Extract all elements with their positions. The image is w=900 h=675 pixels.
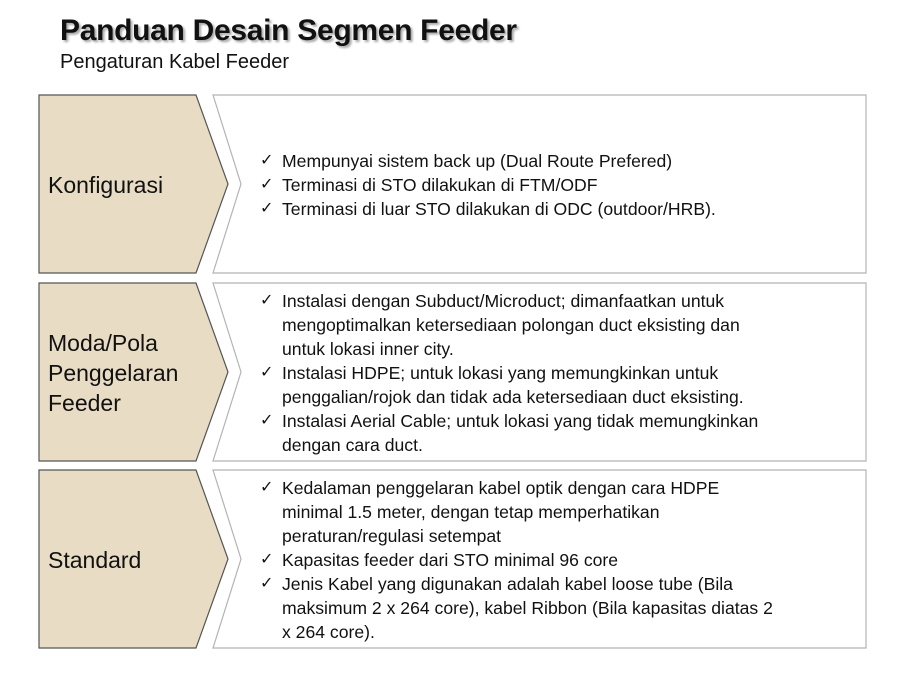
bullet-item — [260, 149, 716, 173]
bullet-line: x 264 core). — [282, 622, 375, 642]
bullet-line: maksimum 2 x 264 core), kabel Ribbon (Bila kapasitas diatas 2 — [282, 598, 773, 618]
bullet-item — [260, 197, 716, 221]
row-label-line: Standard — [48, 547, 142, 573]
check-icon: ✓ — [260, 551, 274, 568]
bullet-line: Instalasi HDPE; untuk lokasi yang memungkinkan untuk — [282, 363, 719, 383]
row-label-line: Feeder — [48, 390, 121, 416]
bullet-line: Kedalaman penggelaran kabel optik dengan cara HDPE — [282, 478, 720, 498]
bullet-item — [260, 361, 758, 409]
bullet-item — [260, 173, 716, 197]
bullet-line: Kapasitas feeder dari STO minimal 96 core — [282, 550, 619, 570]
check-icon: ✓ — [260, 152, 274, 169]
row-konfigurasi — [0, 94, 900, 276]
check-icon: ✓ — [260, 479, 274, 496]
bullet-item — [260, 572, 773, 644]
row-label-line: Penggelaran — [48, 360, 179, 386]
row-moda-pola — [0, 282, 900, 464]
row-label-line: Konfigurasi — [48, 172, 164, 198]
row-label — [48, 170, 163, 200]
bullet-line: Jenis Kabel yang digunakan adalah kabel loose tube (Bila — [282, 574, 733, 594]
bullet-line: Mempunyai sistem back up (Dual Route Prefered) — [282, 151, 673, 171]
bullet-line: Terminasi di luar STO dilakukan di ODC (outdoor/HRB). — [282, 199, 716, 219]
check-icon: ✓ — [260, 364, 274, 381]
row-label — [48, 328, 178, 418]
bullet-item — [260, 548, 773, 572]
check-icon: ✓ — [260, 176, 274, 193]
bullet-line: Instalasi Aerial Cable; untuk lokasi yang tidak memungkinkan — [282, 411, 759, 431]
bullet-line: dengan cara duct. — [282, 435, 423, 455]
bullet-line: peraturan/regulasi setempat — [282, 526, 502, 546]
page-title: Panduan Desain Segmen Feeder — [60, 14, 517, 47]
bullet-line: untuk lokasi inner city. — [282, 339, 454, 359]
check-icon: ✓ — [260, 412, 274, 429]
row-label-line: Moda/Pola — [48, 330, 158, 356]
bullet-list — [260, 476, 773, 644]
bullet-item — [260, 476, 773, 548]
page-subtitle: Pengaturan Kabel Feeder — [60, 51, 290, 73]
bullet-line: penggalian/rojok dan tidak ada ketersediaan duct eksisting. — [282, 387, 744, 407]
bullet-line: minimal 1.5 meter, dengan tetap memperhatikan — [282, 502, 660, 522]
bullet-line: mengoptimalkan ketersediaan polongan duct eksisting dan — [282, 315, 740, 335]
check-icon: ✓ — [260, 292, 274, 309]
bullet-item — [260, 409, 758, 457]
row-standard — [0, 469, 900, 651]
bullet-list — [260, 149, 716, 221]
check-icon: ✓ — [260, 200, 274, 217]
bullet-list — [260, 289, 758, 457]
bullet-line: Instalasi dengan Subduct/Microduct; dimanfaatkan untuk — [282, 291, 725, 311]
check-icon: ✓ — [260, 575, 274, 592]
bullet-line: Terminasi di STO dilakukan di FTM/ODF — [282, 175, 598, 195]
bullet-item — [260, 289, 758, 361]
row-label — [48, 545, 141, 575]
